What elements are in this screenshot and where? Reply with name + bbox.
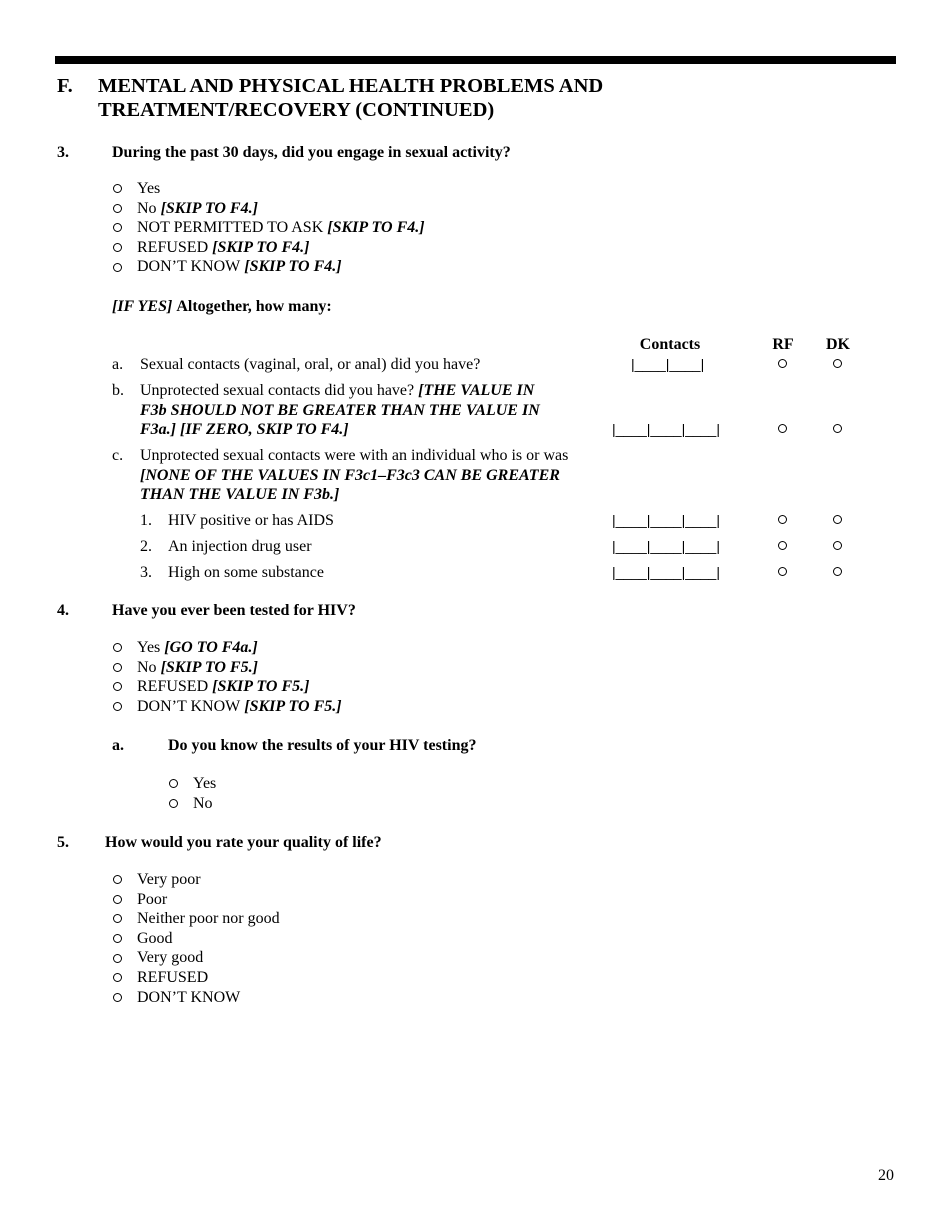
q4-option-dont-know[interactable]: DON’T KNOW [SKIP TO F5.] — [113, 697, 342, 717]
radio-button[interactable] — [113, 663, 122, 672]
section-letter: F. — [57, 75, 73, 97]
q3c3-entry-boxes[interactable]: |____|____|____| — [612, 564, 720, 580]
q3c2-text: An injection drug user — [168, 538, 312, 555]
column-header-dk: DK — [826, 336, 850, 353]
q3c3-dk-radio[interactable] — [833, 567, 842, 576]
q3a-letter: a. — [112, 356, 124, 373]
radio-button[interactable] — [113, 973, 122, 982]
radio-button[interactable] — [113, 643, 122, 652]
radio-button[interactable] — [113, 702, 122, 711]
q3c2-entry-boxes[interactable]: |____|____|____| — [612, 538, 720, 554]
q3c1-rf-radio[interactable] — [778, 515, 787, 524]
q5-option-dont-know[interactable]: DON’T KNOW — [113, 988, 280, 1008]
radio-button[interactable] — [113, 263, 122, 272]
q4a-option-yes[interactable]: Yes — [169, 774, 216, 794]
radio-button[interactable] — [169, 799, 178, 808]
radio-button[interactable] — [113, 243, 122, 252]
q3b-entry-boxes[interactable]: |____|____|____| — [612, 421, 720, 437]
q5-option-poor[interactable]: Poor — [113, 890, 280, 910]
q3-option-no[interactable]: No [SKIP TO F4.] — [113, 199, 425, 219]
q3c1-number: 1. — [140, 512, 152, 529]
question-3-number: 3. — [57, 144, 69, 161]
radio-button[interactable] — [113, 954, 122, 963]
q3b-dk-radio[interactable] — [833, 424, 842, 433]
q3c3-rf-radio[interactable] — [778, 567, 787, 576]
q5-option-good[interactable]: Good — [113, 929, 280, 949]
q3c-letter: c. — [112, 447, 124, 464]
question-4a-text: Do you know the results of your HIV testing? — [168, 737, 477, 754]
question-4-number: 4. — [57, 602, 69, 619]
question-5-options — [113, 870, 280, 1007]
q3c2-number: 2. — [140, 538, 152, 555]
question-4a-options — [169, 774, 216, 813]
q5-option-very-good[interactable]: Very good — [113, 948, 280, 968]
question-4-options — [113, 638, 342, 716]
radio-button[interactable] — [113, 223, 122, 232]
q3-option-dont-know[interactable]: DON’T KNOW [SKIP TO F4.] — [113, 257, 425, 277]
q3c2-rf-radio[interactable] — [778, 541, 787, 550]
radio-button[interactable] — [113, 895, 122, 904]
radio-button[interactable] — [113, 204, 122, 213]
q4a-option-no[interactable]: No — [169, 794, 216, 814]
q5-option-neither[interactable]: Neither poor nor good — [113, 909, 280, 929]
q3-followup: [IF YES] Altogether, how many: — [112, 298, 332, 315]
q3c1-entry-boxes[interactable]: |____|____|____| — [612, 512, 720, 528]
q5-option-very-poor[interactable]: Very poor — [113, 870, 280, 890]
radio-button[interactable] — [113, 875, 122, 884]
q3c1-dk-radio[interactable] — [833, 515, 842, 524]
q3c3-number: 3. — [140, 564, 152, 581]
q3a-entry-boxes[interactable]: |____|____| — [631, 356, 705, 372]
page-number: 20 — [878, 1167, 894, 1184]
section-top-rule — [55, 56, 896, 64]
q4-option-no[interactable]: No [SKIP TO F5.] — [113, 658, 342, 678]
q4-option-refused[interactable]: REFUSED [SKIP TO F5.] — [113, 677, 342, 697]
question-3-text: During the past 30 days, did you engage in sexual activity? — [112, 144, 511, 161]
q3c2-dk-radio[interactable] — [833, 541, 842, 550]
q3b-question: Unprotected sexual contacts did you have? [THE VALUE IN F3b SHOULD NOT BE GREATER THAN THE VALUE IN F3a.] [IF ZERO, SKIP TO F4.] — [140, 382, 540, 439]
q3b-letter: b. — [112, 382, 124, 399]
section-title: MENTAL AND PHYSICAL HEALTH PROBLEMS AND TREATMENT/RECOVERY (CONTINUED) — [98, 75, 604, 121]
q5-option-refused[interactable]: REFUSED — [113, 968, 280, 988]
radio-button[interactable] — [169, 779, 178, 788]
q3c3-text: High on some substance — [168, 564, 324, 581]
q4-option-yes[interactable]: Yes [GO TO F4a.] — [113, 638, 342, 658]
q3-option-not-permitted[interactable]: NOT PERMITTED TO ASK [SKIP TO F4.] — [113, 218, 425, 238]
q3a-rf-radio[interactable] — [778, 359, 787, 368]
question-5-text: How would you rate your quality of life? — [105, 834, 382, 851]
column-header-rf: RF — [772, 336, 794, 353]
radio-button[interactable] — [113, 934, 122, 943]
question-4a-letter: a. — [112, 737, 124, 754]
q3-option-yes[interactable]: Yes — [113, 179, 425, 199]
q3b-rf-radio[interactable] — [778, 424, 787, 433]
q3c-question: Unprotected sexual contacts were with an individual who is or was [NONE OF THE VALUES IN F3c1–F3c3 CAN BE GREATER THAN THE VALUE IN F3b.] — [140, 447, 569, 504]
radio-button[interactable] — [113, 914, 122, 923]
radio-button[interactable] — [113, 993, 122, 1002]
q3a-text: Sexual contacts (vaginal, oral, or anal) did you have? — [140, 356, 481, 373]
q3-option-refused[interactable]: REFUSED [SKIP TO F4.] — [113, 238, 425, 258]
q3a-dk-radio[interactable] — [833, 359, 842, 368]
radio-button[interactable] — [113, 682, 122, 691]
q3c1-text: HIV positive or has AIDS — [168, 512, 334, 529]
question-5-number: 5. — [57, 834, 69, 851]
question-3-options — [113, 179, 425, 277]
question-4-text: Have you ever been tested for HIV? — [112, 602, 356, 619]
radio-button[interactable] — [113, 184, 122, 193]
column-header-contacts: Contacts — [639, 336, 701, 353]
